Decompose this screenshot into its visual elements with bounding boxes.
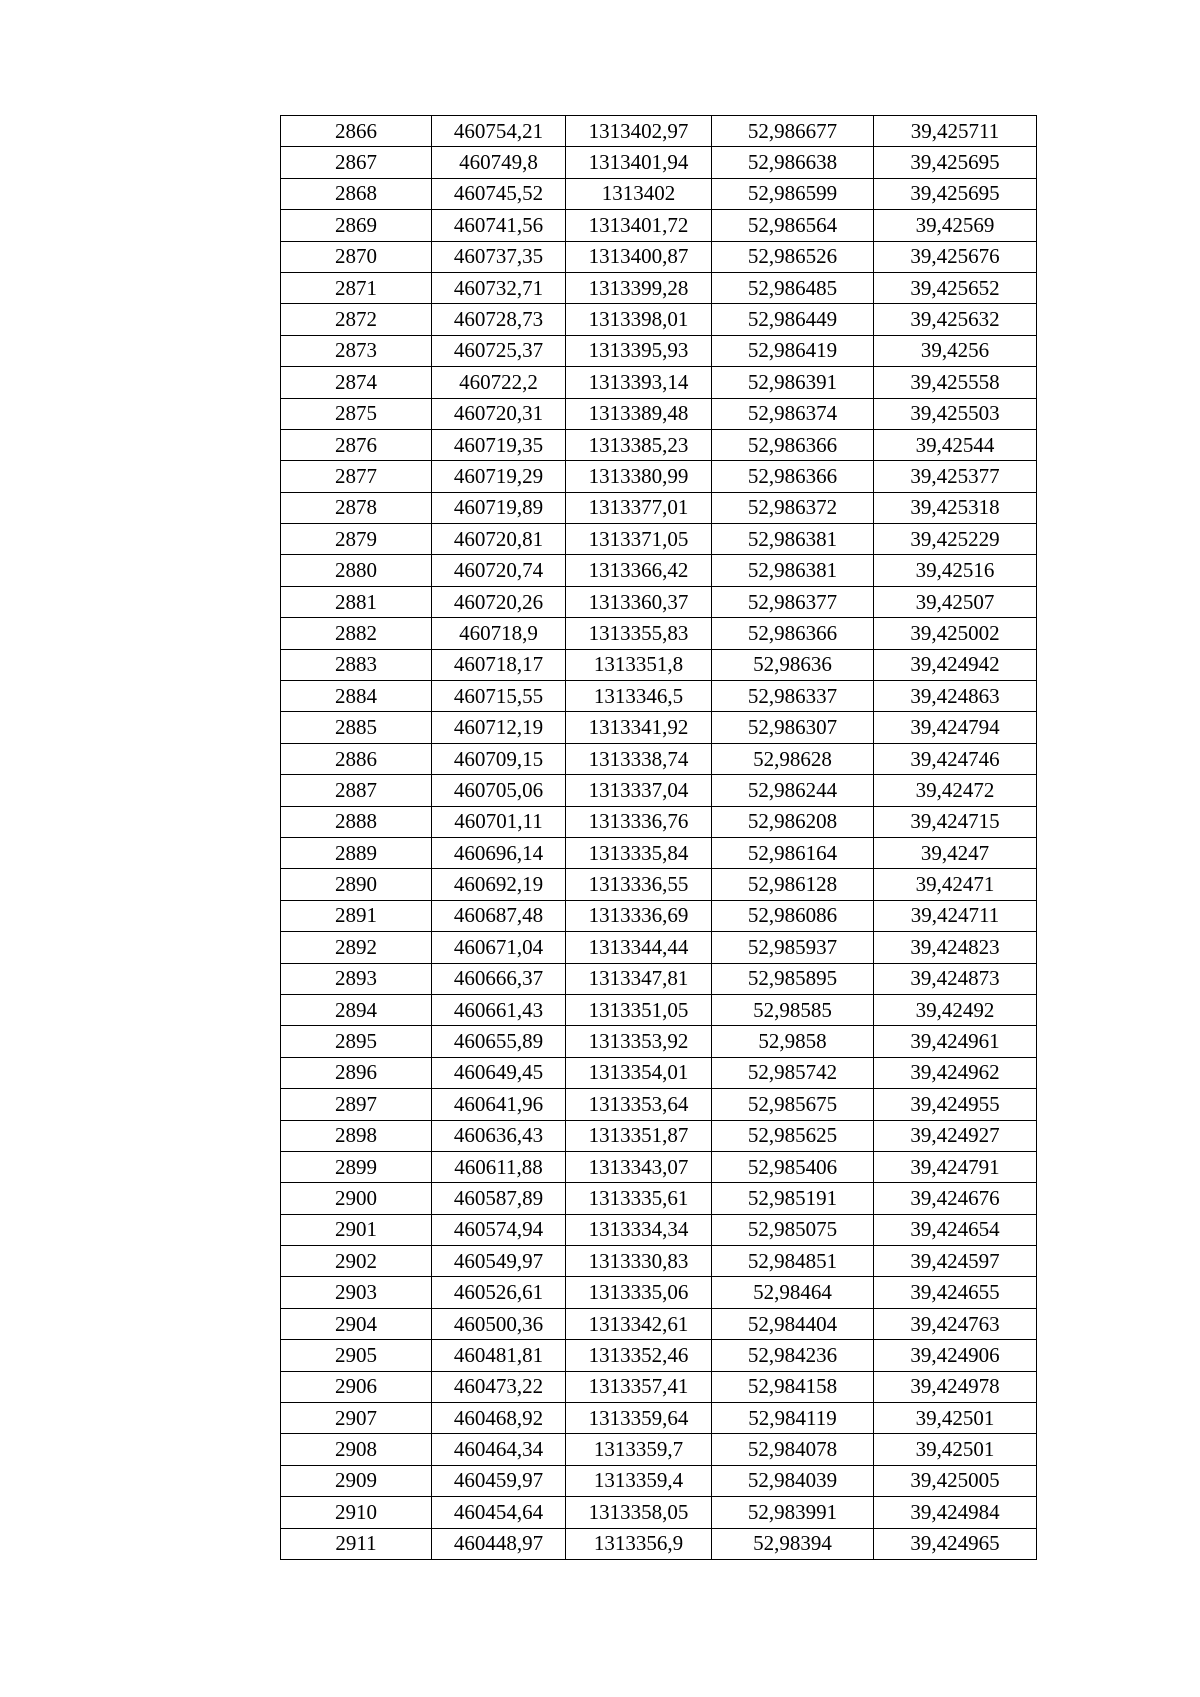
point-number-cell: 2897: [281, 1089, 432, 1120]
latitude-cell: 52,986128: [712, 869, 874, 900]
point-number-cell: 2907: [281, 1403, 432, 1434]
x-coordinate-cell: 460611,88: [432, 1151, 566, 1182]
table-row: [281, 147, 1037, 178]
y-coordinate-cell: 1313395,93: [566, 335, 712, 366]
longitude-cell: 39,425695: [874, 147, 1037, 178]
point-number-cell: 2866: [281, 116, 432, 147]
table-row: [281, 1151, 1037, 1182]
longitude-cell: 39,425558: [874, 367, 1037, 398]
latitude-cell: 52,986086: [712, 900, 874, 931]
x-coordinate-cell: 460473,22: [432, 1371, 566, 1402]
table-row: [281, 335, 1037, 366]
latitude-cell: 52,986449: [712, 304, 874, 335]
latitude-cell: 52,984236: [712, 1340, 874, 1371]
table-row: [281, 555, 1037, 586]
longitude-cell: 39,42516: [874, 555, 1037, 586]
latitude-cell: 52,986366: [712, 429, 874, 460]
table-row: [281, 994, 1037, 1025]
y-coordinate-cell: 1313335,84: [566, 837, 712, 868]
longitude-cell: 39,425711: [874, 116, 1037, 147]
longitude-cell: 39,42471: [874, 869, 1037, 900]
x-coordinate-cell: 460701,11: [432, 806, 566, 837]
point-number-cell: 2887: [281, 775, 432, 806]
table-row: [281, 1465, 1037, 1496]
latitude-cell: 52,986599: [712, 178, 874, 209]
longitude-cell: 39,42501: [874, 1434, 1037, 1465]
table-row: [281, 837, 1037, 868]
longitude-cell: 39,425676: [874, 241, 1037, 272]
point-number-cell: 2870: [281, 241, 432, 272]
y-coordinate-cell: 1313342,61: [566, 1308, 712, 1339]
point-number-cell: 2901: [281, 1214, 432, 1245]
table-row: [281, 1308, 1037, 1339]
y-coordinate-cell: 1313359,4: [566, 1465, 712, 1496]
latitude-cell: 52,9858: [712, 1026, 874, 1057]
latitude-cell: 52,986208: [712, 806, 874, 837]
table-row: [281, 492, 1037, 523]
longitude-cell: 39,424978: [874, 1371, 1037, 1402]
table-row: [281, 869, 1037, 900]
longitude-cell: 39,424962: [874, 1057, 1037, 1088]
longitude-cell: 39,424965: [874, 1528, 1037, 1559]
point-number-cell: 2911: [281, 1528, 432, 1559]
point-number-cell: 2883: [281, 649, 432, 680]
latitude-cell: 52,985075: [712, 1214, 874, 1245]
x-coordinate-cell: 460749,8: [432, 147, 566, 178]
y-coordinate-cell: 1313360,37: [566, 586, 712, 617]
y-coordinate-cell: 1313357,41: [566, 1371, 712, 1402]
latitude-cell: 52,985675: [712, 1089, 874, 1120]
latitude-cell: 52,986374: [712, 398, 874, 429]
coordinates-table: [280, 115, 1037, 1560]
y-coordinate-cell: 1313359,64: [566, 1403, 712, 1434]
latitude-cell: 52,986337: [712, 681, 874, 712]
y-coordinate-cell: 1313347,81: [566, 963, 712, 994]
x-coordinate-cell: 460587,89: [432, 1183, 566, 1214]
x-coordinate-cell: 460719,29: [432, 461, 566, 492]
point-number-cell: 2874: [281, 367, 432, 398]
y-coordinate-cell: 1313401,94: [566, 147, 712, 178]
point-number-cell: 2882: [281, 618, 432, 649]
table-row: [281, 1403, 1037, 1434]
y-coordinate-cell: 1313341,92: [566, 712, 712, 743]
y-coordinate-cell: 1313335,61: [566, 1183, 712, 1214]
table-row: [281, 1340, 1037, 1371]
x-coordinate-cell: 460719,35: [432, 429, 566, 460]
latitude-cell: 52,98636: [712, 649, 874, 680]
point-number-cell: 2873: [281, 335, 432, 366]
x-coordinate-cell: 460500,36: [432, 1308, 566, 1339]
y-coordinate-cell: 1313336,76: [566, 806, 712, 837]
latitude-cell: 52,984158: [712, 1371, 874, 1402]
point-number-cell: 2868: [281, 178, 432, 209]
latitude-cell: 52,984851: [712, 1246, 874, 1277]
table-row: [281, 1497, 1037, 1528]
y-coordinate-cell: 1313402,97: [566, 116, 712, 147]
x-coordinate-cell: 460549,97: [432, 1246, 566, 1277]
point-number-cell: 2886: [281, 743, 432, 774]
longitude-cell: 39,424823: [874, 932, 1037, 963]
latitude-cell: 52,986366: [712, 461, 874, 492]
table-row: [281, 806, 1037, 837]
point-number-cell: 2881: [281, 586, 432, 617]
x-coordinate-cell: 460526,61: [432, 1277, 566, 1308]
table-row: [281, 649, 1037, 680]
table-row: [281, 116, 1037, 147]
x-coordinate-cell: 460696,14: [432, 837, 566, 868]
table-row: [281, 1057, 1037, 1088]
table-row: [281, 461, 1037, 492]
table-row: [281, 1214, 1037, 1245]
y-coordinate-cell: 1313401,72: [566, 210, 712, 241]
x-coordinate-cell: 460719,89: [432, 492, 566, 523]
y-coordinate-cell: 1313338,74: [566, 743, 712, 774]
longitude-cell: 39,424955: [874, 1089, 1037, 1120]
latitude-cell: 52,984078: [712, 1434, 874, 1465]
y-coordinate-cell: 1313402: [566, 178, 712, 209]
longitude-cell: 39,424863: [874, 681, 1037, 712]
point-number-cell: 2872: [281, 304, 432, 335]
point-number-cell: 2891: [281, 900, 432, 931]
longitude-cell: 39,425377: [874, 461, 1037, 492]
table-row: [281, 712, 1037, 743]
y-coordinate-cell: 1313400,87: [566, 241, 712, 272]
x-coordinate-cell: 460725,37: [432, 335, 566, 366]
latitude-cell: 52,98394: [712, 1528, 874, 1559]
table-row: [281, 743, 1037, 774]
table-row: [281, 210, 1037, 241]
latitude-cell: 52,985937: [712, 932, 874, 963]
x-coordinate-cell: 460459,97: [432, 1465, 566, 1496]
latitude-cell: 52,984039: [712, 1465, 874, 1496]
y-coordinate-cell: 1313353,92: [566, 1026, 712, 1057]
latitude-cell: 52,986372: [712, 492, 874, 523]
y-coordinate-cell: 1313330,83: [566, 1246, 712, 1277]
point-number-cell: 2900: [281, 1183, 432, 1214]
x-coordinate-cell: 460712,19: [432, 712, 566, 743]
point-number-cell: 2898: [281, 1120, 432, 1151]
longitude-cell: 39,424942: [874, 649, 1037, 680]
point-number-cell: 2884: [281, 681, 432, 712]
x-coordinate-cell: 460745,52: [432, 178, 566, 209]
table-row: [281, 178, 1037, 209]
latitude-cell: 52,98585: [712, 994, 874, 1025]
table-row: [281, 932, 1037, 963]
point-number-cell: 2908: [281, 1434, 432, 1465]
x-coordinate-cell: 460720,81: [432, 524, 566, 555]
longitude-cell: 39,424961: [874, 1026, 1037, 1057]
y-coordinate-cell: 1313352,46: [566, 1340, 712, 1371]
point-number-cell: 2894: [281, 994, 432, 1025]
y-coordinate-cell: 1313356,9: [566, 1528, 712, 1559]
point-number-cell: 2876: [281, 429, 432, 460]
point-number-cell: 2902: [281, 1246, 432, 1277]
point-number-cell: 2877: [281, 461, 432, 492]
longitude-cell: 39,424746: [874, 743, 1037, 774]
point-number-cell: 2909: [281, 1465, 432, 1496]
longitude-cell: 39,424711: [874, 900, 1037, 931]
y-coordinate-cell: 1313337,04: [566, 775, 712, 806]
x-coordinate-cell: 460715,55: [432, 681, 566, 712]
x-coordinate-cell: 460720,26: [432, 586, 566, 617]
table-row: [281, 1434, 1037, 1465]
latitude-cell: 52,986366: [712, 618, 874, 649]
x-coordinate-cell: 460666,37: [432, 963, 566, 994]
x-coordinate-cell: 460728,73: [432, 304, 566, 335]
x-coordinate-cell: 460754,21: [432, 116, 566, 147]
x-coordinate-cell: 460481,81: [432, 1340, 566, 1371]
longitude-cell: 39,425229: [874, 524, 1037, 555]
longitude-cell: 39,4247: [874, 837, 1037, 868]
y-coordinate-cell: 1313346,5: [566, 681, 712, 712]
longitude-cell: 39,42507: [874, 586, 1037, 617]
x-coordinate-cell: 460718,9: [432, 618, 566, 649]
point-number-cell: 2875: [281, 398, 432, 429]
longitude-cell: 39,424906: [874, 1340, 1037, 1371]
y-coordinate-cell: 1313334,34: [566, 1214, 712, 1245]
x-coordinate-cell: 460641,96: [432, 1089, 566, 1120]
latitude-cell: 52,984119: [712, 1403, 874, 1434]
latitude-cell: 52,983991: [712, 1497, 874, 1528]
x-coordinate-cell: 460722,2: [432, 367, 566, 398]
longitude-cell: 39,42544: [874, 429, 1037, 460]
point-number-cell: 2885: [281, 712, 432, 743]
table-row: [281, 272, 1037, 303]
longitude-cell: 39,42492: [874, 994, 1037, 1025]
table-row: [281, 618, 1037, 649]
point-number-cell: 2880: [281, 555, 432, 586]
x-coordinate-cell: 460655,89: [432, 1026, 566, 1057]
latitude-cell: 52,986564: [712, 210, 874, 241]
y-coordinate-cell: 1313371,05: [566, 524, 712, 555]
y-coordinate-cell: 1313335,06: [566, 1277, 712, 1308]
x-coordinate-cell: 460661,43: [432, 994, 566, 1025]
coordinates-table-body: [281, 116, 1037, 1560]
table-row: [281, 241, 1037, 272]
latitude-cell: 52,986638: [712, 147, 874, 178]
longitude-cell: 39,425652: [874, 272, 1037, 303]
x-coordinate-cell: 460464,34: [432, 1434, 566, 1465]
x-coordinate-cell: 460671,04: [432, 932, 566, 963]
y-coordinate-cell: 1313351,87: [566, 1120, 712, 1151]
table-row: [281, 681, 1037, 712]
table-row: [281, 1089, 1037, 1120]
latitude-cell: 52,986377: [712, 586, 874, 617]
y-coordinate-cell: 1313380,99: [566, 461, 712, 492]
latitude-cell: 52,985406: [712, 1151, 874, 1182]
longitude-cell: 39,425318: [874, 492, 1037, 523]
point-number-cell: 2905: [281, 1340, 432, 1371]
point-number-cell: 2903: [281, 1277, 432, 1308]
y-coordinate-cell: 1313344,44: [566, 932, 712, 963]
table-row: [281, 367, 1037, 398]
x-coordinate-cell: 460448,97: [432, 1528, 566, 1559]
longitude-cell: 39,424715: [874, 806, 1037, 837]
x-coordinate-cell: 460720,74: [432, 555, 566, 586]
y-coordinate-cell: 1313353,64: [566, 1089, 712, 1120]
latitude-cell: 52,986391: [712, 367, 874, 398]
longitude-cell: 39,424763: [874, 1308, 1037, 1339]
longitude-cell: 39,425632: [874, 304, 1037, 335]
point-number-cell: 2906: [281, 1371, 432, 1402]
x-coordinate-cell: 460692,19: [432, 869, 566, 900]
longitude-cell: 39,42501: [874, 1403, 1037, 1434]
point-number-cell: 2869: [281, 210, 432, 241]
latitude-cell: 52,985895: [712, 963, 874, 994]
y-coordinate-cell: 1313354,01: [566, 1057, 712, 1088]
longitude-cell: 39,425002: [874, 618, 1037, 649]
latitude-cell: 52,984404: [712, 1308, 874, 1339]
y-coordinate-cell: 1313351,8: [566, 649, 712, 680]
longitude-cell: 39,424597: [874, 1246, 1037, 1277]
point-number-cell: 2893: [281, 963, 432, 994]
longitude-cell: 39,424794: [874, 712, 1037, 743]
longitude-cell: 39,424676: [874, 1183, 1037, 1214]
y-coordinate-cell: 1313355,83: [566, 618, 712, 649]
table-row: [281, 775, 1037, 806]
table-row: [281, 1277, 1037, 1308]
latitude-cell: 52,986677: [712, 116, 874, 147]
y-coordinate-cell: 1313399,28: [566, 272, 712, 303]
table-row: [281, 963, 1037, 994]
table-row: [281, 398, 1037, 429]
point-number-cell: 2896: [281, 1057, 432, 1088]
longitude-cell: 39,4256: [874, 335, 1037, 366]
latitude-cell: 52,986526: [712, 241, 874, 272]
latitude-cell: 52,985742: [712, 1057, 874, 1088]
longitude-cell: 39,424791: [874, 1151, 1037, 1182]
longitude-cell: 39,424927: [874, 1120, 1037, 1151]
latitude-cell: 52,985191: [712, 1183, 874, 1214]
table-row: [281, 1371, 1037, 1402]
y-coordinate-cell: 1313358,05: [566, 1497, 712, 1528]
latitude-cell: 52,986381: [712, 524, 874, 555]
x-coordinate-cell: 460720,31: [432, 398, 566, 429]
y-coordinate-cell: 1313398,01: [566, 304, 712, 335]
longitude-cell: 39,424654: [874, 1214, 1037, 1245]
x-coordinate-cell: 460454,64: [432, 1497, 566, 1528]
latitude-cell: 52,986485: [712, 272, 874, 303]
x-coordinate-cell: 460709,15: [432, 743, 566, 774]
latitude-cell: 52,986244: [712, 775, 874, 806]
latitude-cell: 52,986381: [712, 555, 874, 586]
longitude-cell: 39,424655: [874, 1277, 1037, 1308]
point-number-cell: 2895: [281, 1026, 432, 1057]
point-number-cell: 2892: [281, 932, 432, 963]
point-number-cell: 2904: [281, 1308, 432, 1339]
table-row: [281, 304, 1037, 335]
y-coordinate-cell: 1313385,23: [566, 429, 712, 460]
table-row: [281, 429, 1037, 460]
y-coordinate-cell: 1313393,14: [566, 367, 712, 398]
point-number-cell: 2910: [281, 1497, 432, 1528]
y-coordinate-cell: 1313359,7: [566, 1434, 712, 1465]
y-coordinate-cell: 1313336,55: [566, 869, 712, 900]
x-coordinate-cell: 460705,06: [432, 775, 566, 806]
point-number-cell: 2871: [281, 272, 432, 303]
longitude-cell: 39,42569: [874, 210, 1037, 241]
x-coordinate-cell: 460732,71: [432, 272, 566, 303]
point-number-cell: 2899: [281, 1151, 432, 1182]
y-coordinate-cell: 1313336,69: [566, 900, 712, 931]
x-coordinate-cell: 460636,43: [432, 1120, 566, 1151]
longitude-cell: 39,424873: [874, 963, 1037, 994]
latitude-cell: 52,98464: [712, 1277, 874, 1308]
table-row: [281, 1026, 1037, 1057]
y-coordinate-cell: 1313343,07: [566, 1151, 712, 1182]
point-number-cell: 2889: [281, 837, 432, 868]
latitude-cell: 52,985625: [712, 1120, 874, 1151]
table-row: [281, 1246, 1037, 1277]
point-number-cell: 2879: [281, 524, 432, 555]
table-row: [281, 524, 1037, 555]
latitude-cell: 52,98628: [712, 743, 874, 774]
latitude-cell: 52,986164: [712, 837, 874, 868]
x-coordinate-cell: 460737,35: [432, 241, 566, 272]
x-coordinate-cell: 460649,45: [432, 1057, 566, 1088]
table-row: [281, 900, 1037, 931]
x-coordinate-cell: 460574,94: [432, 1214, 566, 1245]
x-coordinate-cell: 460718,17: [432, 649, 566, 680]
point-number-cell: 2890: [281, 869, 432, 900]
longitude-cell: 39,425005: [874, 1465, 1037, 1496]
point-number-cell: 2888: [281, 806, 432, 837]
table-row: [281, 586, 1037, 617]
y-coordinate-cell: 1313366,42: [566, 555, 712, 586]
x-coordinate-cell: 460687,48: [432, 900, 566, 931]
latitude-cell: 52,986419: [712, 335, 874, 366]
x-coordinate-cell: 460468,92: [432, 1403, 566, 1434]
table-row: [281, 1183, 1037, 1214]
longitude-cell: 39,42472: [874, 775, 1037, 806]
y-coordinate-cell: 1313377,01: [566, 492, 712, 523]
point-number-cell: 2878: [281, 492, 432, 523]
table-row: [281, 1528, 1037, 1559]
table-row: [281, 1120, 1037, 1151]
x-coordinate-cell: 460741,56: [432, 210, 566, 241]
y-coordinate-cell: 1313351,05: [566, 994, 712, 1025]
latitude-cell: 52,986307: [712, 712, 874, 743]
longitude-cell: 39,425695: [874, 178, 1037, 209]
point-number-cell: 2867: [281, 147, 432, 178]
longitude-cell: 39,424984: [874, 1497, 1037, 1528]
longitude-cell: 39,425503: [874, 398, 1037, 429]
y-coordinate-cell: 1313389,48: [566, 398, 712, 429]
